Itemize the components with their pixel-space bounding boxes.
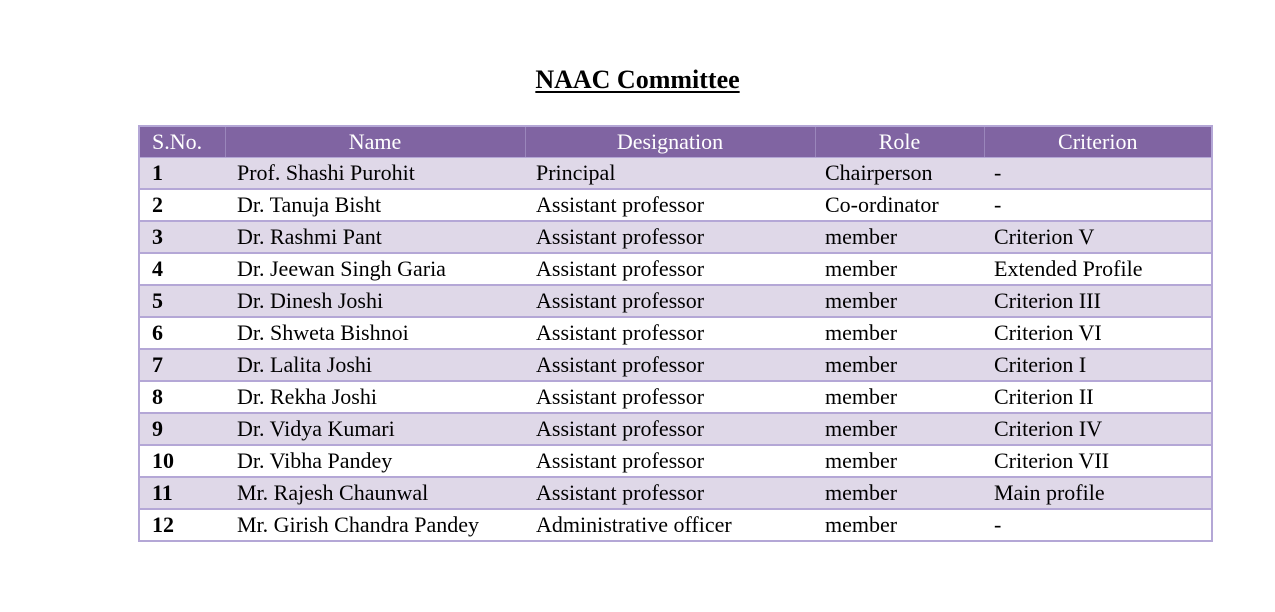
cell-name: Mr. Girish Chandra Pandey xyxy=(225,509,525,541)
cell-name: Dr. Tanuja Bisht xyxy=(225,189,525,221)
cell-designation: Principal xyxy=(525,158,815,190)
cell-role: member xyxy=(815,285,984,317)
cell-designation: Assistant professor xyxy=(525,413,815,445)
table-row xyxy=(139,381,1212,413)
column-header-name: Name xyxy=(225,126,525,158)
cell-criterion: - xyxy=(984,509,1212,541)
table-row xyxy=(139,445,1212,477)
cell-name: Dr. Vidya Kumari xyxy=(225,413,525,445)
cell-designation: Assistant professor xyxy=(525,253,815,285)
cell-name: Dr. Rekha Joshi xyxy=(225,381,525,413)
cell-role: member xyxy=(815,477,984,509)
table-row xyxy=(139,317,1212,349)
cell-designation: Assistant professor xyxy=(525,477,815,509)
cell-sno: 11 xyxy=(139,477,225,509)
column-header-sno: S.No. xyxy=(139,126,225,158)
cell-criterion: Main profile xyxy=(984,477,1212,509)
page-title: NAAC Committee xyxy=(535,65,740,94)
cell-name: Dr. Vibha Pandey xyxy=(225,445,525,477)
cell-role: Co-ordinator xyxy=(815,189,984,221)
table-row xyxy=(139,509,1212,541)
cell-designation: Assistant professor xyxy=(525,221,815,253)
column-header-role: Role xyxy=(815,126,984,158)
cell-role: member xyxy=(815,445,984,477)
table-header-row xyxy=(139,126,1212,158)
cell-criterion: Criterion I xyxy=(984,349,1212,381)
cell-designation: Assistant professor xyxy=(525,317,815,349)
cell-sno: 7 xyxy=(139,349,225,381)
cell-name: Prof. Shashi Purohit xyxy=(225,158,525,190)
cell-sno: 8 xyxy=(139,381,225,413)
cell-sno: 2 xyxy=(139,189,225,221)
cell-name: Dr. Dinesh Joshi xyxy=(225,285,525,317)
cell-criterion: Criterion VI xyxy=(984,317,1212,349)
cell-role: member xyxy=(815,253,984,285)
table-row xyxy=(139,158,1212,190)
cell-criterion: - xyxy=(984,189,1212,221)
cell-sno: 3 xyxy=(139,221,225,253)
cell-sno: 4 xyxy=(139,253,225,285)
cell-name: Mr. Rajesh Chaunwal xyxy=(225,477,525,509)
cell-role: member xyxy=(815,413,984,445)
cell-sno: 5 xyxy=(139,285,225,317)
cell-designation: Assistant professor xyxy=(525,349,815,381)
cell-criterion: Criterion III xyxy=(984,285,1212,317)
cell-designation: Assistant professor xyxy=(525,445,815,477)
cell-designation: Assistant professor xyxy=(525,189,815,221)
cell-criterion: Extended Profile xyxy=(984,253,1212,285)
cell-criterion: Criterion IV xyxy=(984,413,1212,445)
table-row xyxy=(139,253,1212,285)
table-row xyxy=(139,477,1212,509)
cell-name: Dr. Lalita Joshi xyxy=(225,349,525,381)
table-row xyxy=(139,413,1212,445)
table-row xyxy=(139,285,1212,317)
cell-criterion: - xyxy=(984,158,1212,190)
cell-designation: Assistant professor xyxy=(525,285,815,317)
cell-criterion: Criterion VII xyxy=(984,445,1212,477)
column-header-designation: Designation xyxy=(525,126,815,158)
cell-role: Chairperson xyxy=(815,158,984,190)
cell-sno: 9 xyxy=(139,413,225,445)
table-row xyxy=(139,189,1212,221)
cell-criterion: Criterion V xyxy=(984,221,1212,253)
cell-role: member xyxy=(815,509,984,541)
cell-role: member xyxy=(815,349,984,381)
cell-sno: 6 xyxy=(139,317,225,349)
column-header-criterion: Criterion xyxy=(984,126,1212,158)
cell-role: member xyxy=(815,381,984,413)
cell-designation: Assistant professor xyxy=(525,381,815,413)
cell-name: Dr. Jeewan Singh Garia xyxy=(225,253,525,285)
cell-sno: 1 xyxy=(139,158,225,190)
cell-role: member xyxy=(815,317,984,349)
table-row xyxy=(139,221,1212,253)
cell-sno: 10 xyxy=(139,445,225,477)
cell-name: Dr. Rashmi Pant xyxy=(225,221,525,253)
table-row xyxy=(139,349,1212,381)
cell-designation: Administrative officer xyxy=(525,509,815,541)
cell-sno: 12 xyxy=(139,509,225,541)
committee-table xyxy=(138,125,1213,542)
cell-name: Dr. Shweta Bishnoi xyxy=(225,317,525,349)
cell-criterion: Criterion II xyxy=(984,381,1212,413)
cell-role: member xyxy=(815,221,984,253)
